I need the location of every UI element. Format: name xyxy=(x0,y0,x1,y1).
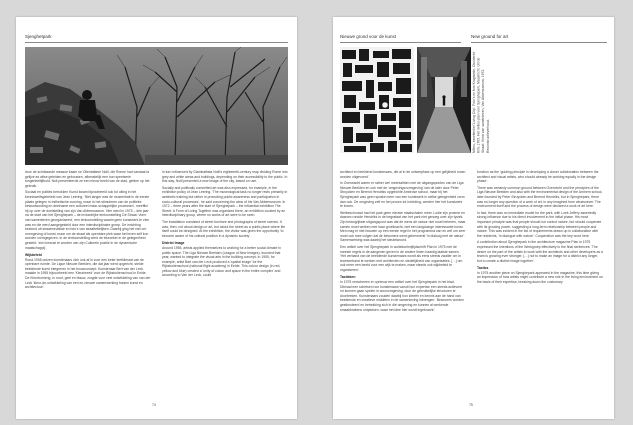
paragraph: A contribution about Sjenghepark in the architecture magazine Plan in 1975 expressed the intentions of the Werkgroep effectively in the final sentences: 'The desire on the part of the artists to work with the architects and other developers as a team is growing ever stronger. […] not to make an image for a district any longer, but to create a district image together'. xyxy=(477,240,603,263)
paragraph: In 1975 verschenen er opnieuw een artikel over het Sjenghepark in het blad. Ditmaal een schetsen hoe kunstenaars vanuit hun expertise een steeds actievere rol kunnen gaan spelen in woonomgeving, door de gebruikelijke structuren te doorbreken. Kunstenaars zouden daarbij hun ideeën en kennis aan de hand van beeldende en creatieve middelen in de samenleving inbrengen: 'Bewoners worden gestimuleerd en betrekking zich in die omgeving en kunnen al werkende smaakbrakens ontplutsen, waar het idee hier wordt ingebracht.' xyxy=(340,280,464,312)
page-number: 75 xyxy=(469,403,473,407)
paragraph: Sociaal en politiek betrokken Kunst kwam bijvoorbeeld ook tot uiting in het kenniswelfsgebeleid van Jean Leering. 'Niet langer was de museeltrait in de eerste plaats gelegen in esthetische cunning, maar in het stimuleren van de politieke bewustwording en deelname een cultureel maar-schappelijke processen', meeffini hij op over de doelstelling van zijn Van Abbemuseum. Hier werd in 1975 – drie jaar na de start van het Sjenghepark – de invloedrijke tentoonstelling De Straat: Vorm van samenleven georganiseerd, een tentoonstelling waarin geen kunstwerk te zien was en die werd aangegesteld door een interdisciplinaire groep. De inrichting bestond uit straatmeubilair en foto's van straatteftelijken. Daarbij ging het niet om normgeving of kunst, maar om de straat als openbare plek waar het leven zelf kon worden vormgegeven. In de tentoonstelling werd de bezoeker in de gelegenheid gesteld: 'zich bewust te worden van zijn Culturele positie in de dynamische maatschappij'. xyxy=(25,190,150,250)
text-column-dutch xyxy=(340,170,466,398)
paragraph: in turn influenced by Giambattista Nolli's eighteenth-century map dividing Rome into grey and white areas and buildings, depending on their accessibility to the public. In this way, Nolli presented a new image of the city, based on use. xyxy=(162,170,288,184)
paragraph: function as the 'guiding principle in developing a closer collaboration between the architect and visual artists, who should already be working equally in the design phase'. xyxy=(477,170,599,184)
section-heading: Wijkbeleid xyxy=(25,253,42,258)
section-heading: Tactieken xyxy=(340,275,356,280)
paragraph: In Overwacht waren er rather wel meerkalfden met de uitgangspunten van de Liga Nieuwe Beelden en ook met de 'omgevingsvormgeving' van de later door Peter Struycken en Berend Hendriks opgerichte Ambrose school, maar bij het Sjenghepark was geen sprake meer van een kunstwerk in welke gelegenheid vorm dan ook. De omgeving zelf en het proces tot inrichting, werden hier het kunstwerk te boven. xyxy=(340,181,465,209)
paragraph: Socially and politically committed art was also expressed, for example, in the exhibition policy of Jean Leering. 'The museological task no longer rests primarily in aesthetic training but rather in promoting public awareness and participation in socio-cultural processes', he said concerning the aims of his Van Abbemuseum. In 1972 – three years after the start of Sjenghepark – the influential exhibition The Street: A Form of Living Together was organized there, an exhibition curated by an interdisciplinary group, where no works of art were to be seen. xyxy=(162,185,288,218)
running-header-left: Sjenghetpark xyxy=(25,34,52,39)
section-heading: Tactics xyxy=(477,266,489,271)
paragraph: In fact, there was no immediate model for the park, with Loek Jeffery assertedly strong influence due to his direct involvement in the initial phase. His most important principle was that people should not control nature, but should cooperate with its growing power, suggesting a long-term relationship between people and nature. This was evident in the list of requirements drawn up in collaboration with the residents, 'in dialogue with nature'. Cooperation was the key word here. xyxy=(477,210,602,238)
exhibition-interior-image xyxy=(417,47,471,153)
paragraph: Welbeschouwd had het park geen nieuwe maatschalen meer. Lodie zijn proeme en daarom rondde Hendriks in de begrafaat van het park niet genoeg over zijn fysiek. Zijn belangrijkste uitgangspunt was dat de mens de natuur niet moet beheren, maar samen moet werken met haar groeikracht, niet een langduinge interessante kunst. Men mag er niet bouwen op een eerste regel in het programma van en wel om zeer moet ook mee volgen dat de bewoners werd gekenmerkt 'in dialoog met de natuur'. Samenwerking was daarbij het sleutelwoord. xyxy=(340,210,466,243)
paragraph: Een artikel over het Sjenghepark in woltekuelnrijtijdschrift Plan in 1975 met de meeste regels in de aangeven geven in de andere limen haardig laatste samen. 'Het verband van de beeldende kunstenaars wordt als eens steeds zwaller om in teamverband te werken met architecten en stedelijkheid van organisaties. […] om ook meer een beeld voor een wijk te maken, maar steeds ook wijkbeleid te organiseren'. xyxy=(340,244,463,272)
text-column-english xyxy=(477,170,603,398)
text-column-english xyxy=(162,170,288,398)
paragraph: There was certainly common ground between Overvecht and the principles of the Liga Nieuwe Beelden and also with the environmental design of the Arnhem school, later founded by Peter Struycken and Berend Hendriks, but in Sjenghepark, there was no longer any question of a work of art, in any imagined form whatsoever. The environment itself and the process of design were declared a work of art here. xyxy=(477,185,603,209)
nolli-map-image xyxy=(340,47,414,153)
paragraph: In 1975 another piece on Sjenghepark appeared in the magazine, this time giving an impression of how artists might contribute a new role in the living environment on the basis of their expertise, breaking down the customary xyxy=(477,270,603,285)
paragraph: architect en beeldend kunstenaars, die al in de ontwerpfase op een gelijkheid moen worden uitgevoerd'. xyxy=(340,170,466,179)
text-column-dutch xyxy=(25,170,151,398)
paragraph: Around 1955, artists applied themselves to working for a better social climate in public space. The Liga Nieuwe Beelden (League of New Images), founded that year, wanted to integrate the visual arts in the building concept. In 1955, for example, artist Bart van der Leck produced a 'spatial image' for the Rijksbuitenschool (national flight academy) in Eelde. This colour design (in red, yellow and blue) created a 'unity of colour and space in the entire complex' and according to Van der Leck, could xyxy=(162,245,281,278)
running-header-right: New ground for art xyxy=(471,34,509,39)
right-page xyxy=(333,17,614,419)
page-number: 74 xyxy=(152,403,156,407)
street-photo-image xyxy=(25,47,288,165)
exhibition-photo xyxy=(417,47,471,153)
left-page xyxy=(16,17,297,419)
paragraph: Rond 1955 ontzen kunstenaars zich ook af in voor een beter leefklimaat van de openbare ruimte. De Ligue Nieuwe Beelden, die dat jaar werd opgericht, stelde beeldende kunst integreren in het bouwconcept. Kunstenaar Bert van der Leck maakte in 1955 bijvoorbeeld een 'Kleurbreed' voor de Rijksbuitenschool in Eelde. De Kleurbomeng, in rood, geel en blauw, zorgde voor veel ontwikkeling van van der Leck 'kleur-de-ontwikkeling van een en-nieuwe samenwerking tussen kunst en architectuur'. xyxy=(25,257,151,290)
photo-caption: Milieu, excellentiel 'Living City'. Foto's en foto Kragstede, Occidente Krill, 1765. Het milieu-plan voor Sjenghepark, Maastricht. Uit de Straat: Vorm van samenleven, Van Abbemuseum, 1972. Reconstructieverhoud. xyxy=(472,51,490,153)
street-photo xyxy=(25,47,288,165)
header-rule xyxy=(340,42,461,43)
nolli-map xyxy=(340,47,414,153)
section-heading: District Image xyxy=(162,241,185,246)
header-rule xyxy=(25,42,288,43)
paragraph: door de schrikaarde measue kaam ne Olienbattme Nolli, die Ronne had vandaal la gelijve as wilse geleiden en gebouwen, afkenstelijk een hun speelserie tungenbeltijthold. Noll presenteerde ze een nieuw beeld van de stad, gebine op het gebruik. xyxy=(25,170,150,188)
running-header-left: Nieuwe grond voor de kunst xyxy=(340,34,397,39)
header-rule xyxy=(471,42,607,43)
paragraph: The installation consisted of street furniture and photographs of street scenes. It was, then, not about design or art, but about the street as a public place where life itself could be designed. At the exhibition, the visitor was given the opportunity 'to become aware of his cultural position in a dynamic society'. xyxy=(162,219,286,238)
